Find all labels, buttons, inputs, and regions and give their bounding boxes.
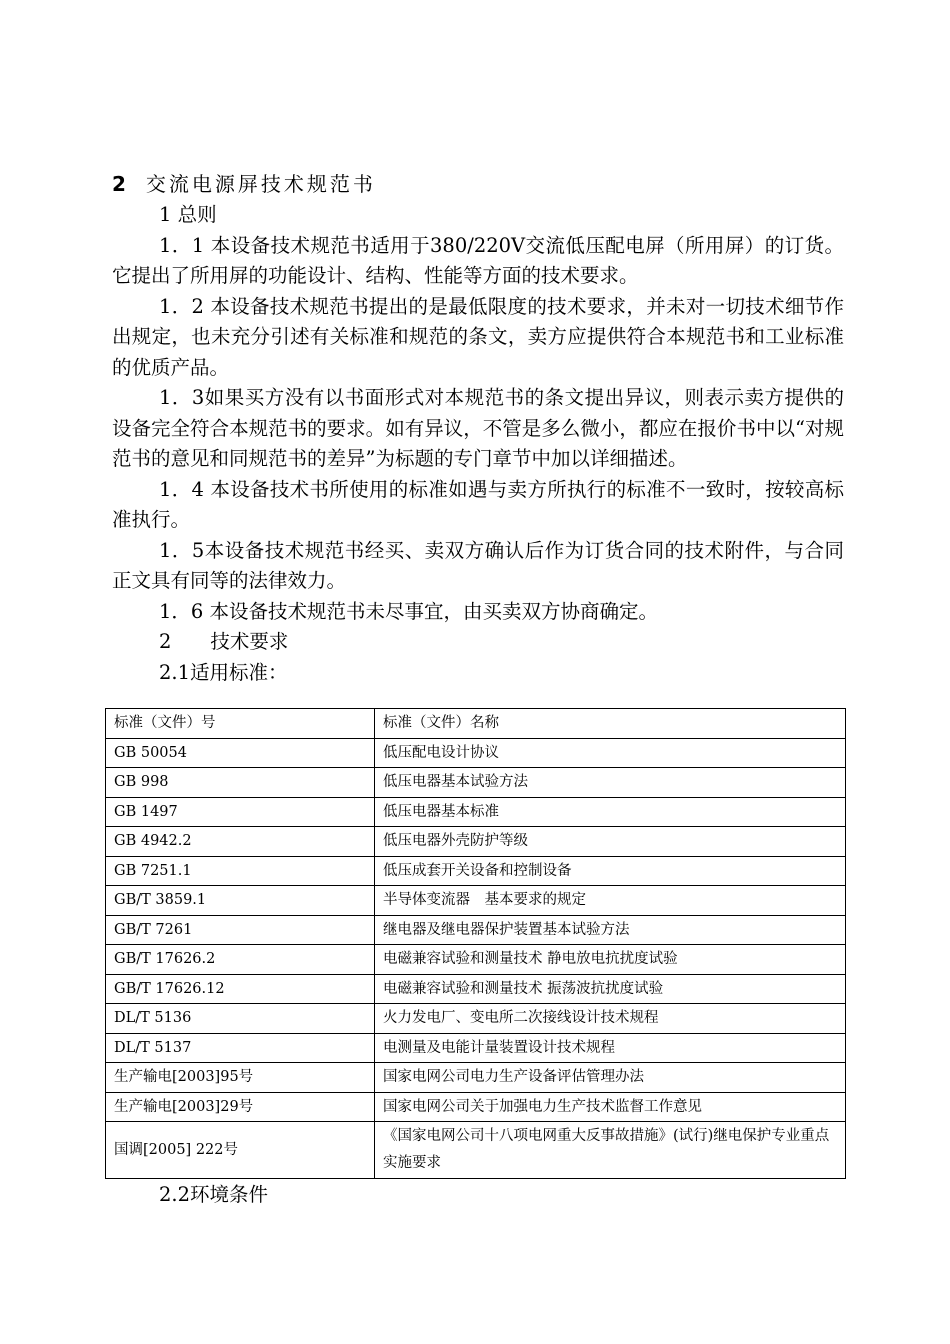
paragraph: 1．4 本设备技术书所使用的标准如遇与卖方所执行的标准不一致时，按较高标准执行。 [112,477,844,531]
standard-number-cell: 生产输电[2003]95号 [106,1063,375,1093]
paragraph: 2 技术要求 [159,630,289,653]
table-row [106,1033,846,1063]
table-row [106,886,846,916]
standard-name-cell: 继电器及继电器保护装置基本试验方法 [375,915,846,945]
paragraph: 1．2 本设备技术规范书提出的是最低限度的技术要求，并未对一切技术细节作出规定，也未充分引述有关标准和规范的条文，卖方应提供符合本规范书和工业标准的优质产品。 [112,294,844,379]
table-row [106,827,846,857]
paragraph: 1．3如果买方没有以书面形式对本规范书的条文提出异议，则表示卖方提供的设备完全符合本规范书的要求。如有异议，不管是多么微小，都应在报价书中以“对规范书的意见和同规范书的差异”为标题的专门章节中加以详细描述。 [112,386,844,470]
section-heading [112,170,376,198]
table-row [106,1122,846,1179]
paragraph: 1．5本设备技术规范书经买、卖双方确认后作为订货合同的技术附件，与合同正文具有同等的法律效力。 [112,538,844,592]
standard-name-cell: 电磁兼容试验和测量技术 振荡波抗扰度试验 [375,974,846,1004]
table-row [106,915,846,945]
standard-number-cell: GB/T 3859.1 [106,886,375,916]
standard-name-cell: 低压电器外壳防护等级 [375,827,846,857]
table-row [106,945,846,975]
body-text [112,200,844,688]
section-title: 交流电源屏技术规范书 [145,172,376,196]
paragraph: 1．6 本设备技术规范书未尽事宜，由买卖双方协商确定。 [159,599,659,623]
standard-name-cell: 低压电器基本标准 [375,797,846,827]
table-row [106,856,846,886]
standard-number-cell: GB 1497 [106,797,375,827]
standard-number-cell: GB 50054 [106,738,375,768]
section-number: 2 [112,172,126,196]
standard-name-cell: 标准（文件）名称 [375,709,846,739]
standard-number-cell: GB/T 17626.12 [106,974,375,1004]
standards-table [105,708,846,1179]
subsection-heading: 2.2环境条件 [159,1183,269,1206]
standard-name-cell: 《国家电网公司十八项电网重大反事故措施》(试行)继电保护专业重点实施要求 [375,1122,846,1179]
standard-number-cell: 国调[2005] 222号 [106,1122,375,1179]
table-row [106,1092,846,1122]
standard-name-cell: 国家电网公司电力生产设备评估管理办法 [375,1063,846,1093]
standard-name-cell: 低压成套开关设备和控制设备 [375,856,846,886]
table-row [106,797,846,827]
standard-number-cell: GB/T 7261 [106,915,375,945]
table-row [106,768,846,798]
standard-name-cell: 国家电网公司关于加强电力生产技术监督工作意见 [375,1092,846,1122]
standard-name-cell: 电磁兼容试验和测量技术 静电放电抗扰度试验 [375,945,846,975]
standard-name-cell: 半导体变流器 基本要求的规定 [375,886,846,916]
table-row [106,974,846,1004]
table-row [106,1063,846,1093]
standard-name-cell: 低压电器基本试验方法 [375,768,846,798]
paragraph: 1 总则 [159,203,217,226]
standard-number-cell: GB/T 17626.2 [106,945,375,975]
table-header-row [106,709,846,739]
standard-number-cell: GB 4942.2 [106,827,375,857]
paragraph: 2.1适用标准： [159,660,288,684]
standard-name-cell: 低压配电设计协议 [375,738,846,768]
standard-number-cell: 标准（文件）号 [106,709,375,739]
standard-number-cell: DL/T 5137 [106,1033,375,1063]
standard-name-cell: 电测量及电能计量装置设计技术规程 [375,1033,846,1063]
standard-number-cell: 生产输电[2003]29号 [106,1092,375,1122]
table-row [106,1004,846,1034]
table-row [106,738,846,768]
paragraph: 1．1 本设备技术规范书适用于380/220V交流低压配电屏（所用屏）的订货。它提出了所用屏的功能设计、结构、性能等方面的技术要求。 [112,233,844,287]
standard-name-cell: 火力发电厂、变电所二次接线设计技术规程 [375,1004,846,1034]
standard-number-cell: DL/T 5136 [106,1004,375,1034]
standard-number-cell: GB 7251.1 [106,856,375,886]
standard-number-cell: GB 998 [106,768,375,798]
